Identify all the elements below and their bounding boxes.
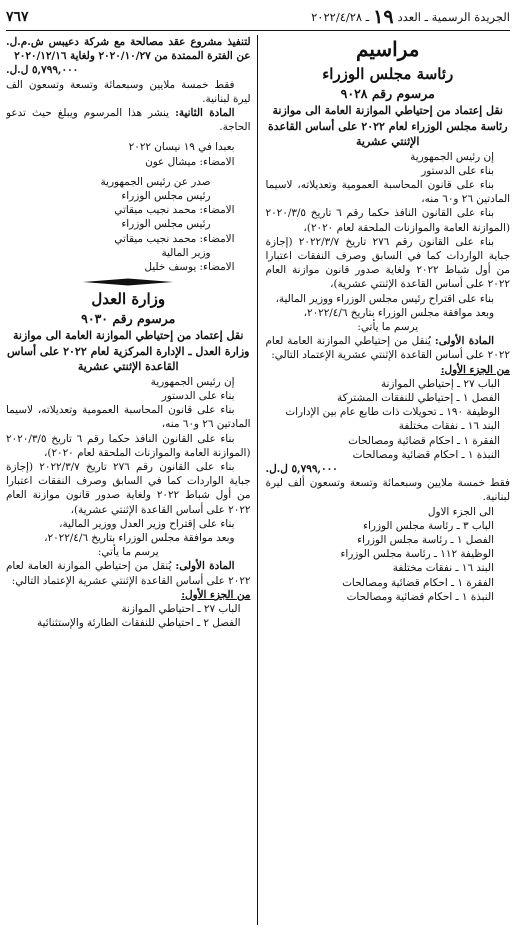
article-1 xyxy=(266,334,511,362)
continued-text: لتنفيذ مشروع عقد مصالحة مع شركة دعيبس ش.م.ل. عن الفترة الممتدة من ٢٠٢٠/١٠/٢٧ ولغاية ٢٠٢٠/١٢/١٦ xyxy=(6,36,251,63)
gazette-name: الجريدة الرسمية ـ العدد xyxy=(397,10,510,24)
article-2-label: المادة الثانية: xyxy=(175,107,235,120)
section-title: مراسيم xyxy=(356,37,420,61)
preamble-line: بناء على قانون المحاسبة العمومية وتعديلاته، لاسيما المادتين ٢٦ و٦٠ منه، xyxy=(6,404,251,431)
list-item: الفقرة ١ ـ احكام قضائية ومصالحات xyxy=(342,576,494,589)
list-item: الباب ٢٧ ـ احتياطي الموازنة xyxy=(121,603,241,615)
from-part-label: من الجزء الأول: xyxy=(181,588,251,601)
amount-words: فقط خمسة ملايين وسبعمائة وتسعة وتسعون ألف ليرة لبنانية. xyxy=(265,477,510,504)
preamble-line: بناء على قانون المحاسبة العمومية وتعديلاته، لاسيما المادتين ٢٦ و٦٠ منه، xyxy=(265,178,510,206)
decree-subject: نقل إعتماد من إحتياطي الموازنة العامة الى موازنة رئاسة مجلس الوزراء لعام ٢٠٢٢ على أساس القاعدة الإثنتي عشرية xyxy=(267,104,508,148)
list-item: البند ١٦ ـ نفقات مختلفة xyxy=(398,420,500,433)
article-1 xyxy=(6,559,251,587)
signature-president: الامضاء: ميشال عون xyxy=(145,155,235,168)
list-item: الفصل ١ ـ رئاسة مجلس الوزراء xyxy=(357,533,494,546)
from-part-label: من الجزء الأول: xyxy=(440,363,510,376)
ministry-title: وزارة العدل xyxy=(91,290,166,309)
list-item: النبذة ١ ـ احكام قضائية ومصالحات xyxy=(346,590,494,603)
divider-ornament-icon xyxy=(83,278,173,286)
article-1-label: المادة الأولى: xyxy=(434,335,494,348)
preamble-line: بناء على القانون النافذ حكما رقم ٦ تاريخ ٢٠٢٠/٣/٥ (الموازنة العامة والموازنات الملحقة لعام ٢٠٢٠)، xyxy=(265,207,510,234)
list-item: الفقرة ١ ـ احكام قضائية ومصالحات xyxy=(348,434,500,447)
amount-figure: ٥,٧٩٩,٠٠٠ ل.ل. xyxy=(265,462,338,475)
page-header xyxy=(6,4,510,31)
preamble-line: بناء على القانون رقم ٢٧٦ تاريخ ٢٠٢٢/٣/٧ (إجازة جباية الواردات كما في السابق وصرف النفقات اعتبارا من أول شباط ٢٠٢٢ ولغاية صدور قانون موازنة العام ٢٠٢٢ على أساس القاعدة الإثنتي عشرية)، xyxy=(265,235,510,291)
preamble-line: بناء على الدستور xyxy=(421,164,494,177)
decree-subject: نقل إعتماد من إحتياطي الموازنة العامة الى موازنة وزارة العدل ـ الإدارة المركزية لعام ٢٠٢٢ على أساس القاعدة الإثنتي عشرية xyxy=(7,329,250,374)
article-2-text: ينشر هذا المرسوم ويبلغ حيث تدعو الحاجة. xyxy=(6,107,251,134)
pm-title-2: رئيس مجلس الوزراء xyxy=(121,218,211,231)
article-1-text: يُنقل من إحتياطي الموازنة العامة لعام ٢٠٢٢ على أساس القاعدة الإثنتي عشرية الإعتماد التالي: xyxy=(265,335,510,362)
list-item: الوظيفة ١٩٠ ـ تحويلات ذات طابع عام بين الإدارات xyxy=(285,406,500,419)
issue-date: ـ ٢٠٢٢/٤/٢٨ xyxy=(311,10,370,24)
left-column xyxy=(6,35,258,925)
gazette-header-title xyxy=(311,6,510,28)
preamble-line: وبعد موافقة مجلس الوزراء بتاريخ ٢٠٢٢/٤/٦، xyxy=(303,306,494,319)
to-part-label: الى الجزء الاول xyxy=(427,505,494,518)
list-item: الفصل ٢ ـ احتياطي للنفقات الطارئة والإستثنائية xyxy=(37,617,241,630)
article-1-text: يُنقل من إحتياطي الموازنة العامة لعام ٢٠٢٢ على أساس القاعدة الإثنتي عشرية الإعتماد التالي: xyxy=(6,560,251,587)
decree-number: مرسوم رقم ٩٠٢٨ xyxy=(340,86,435,101)
pm-title: رئيس مجلس الوزراء xyxy=(121,190,211,203)
signature-finance-minister: الامضاء: يوسف خليل xyxy=(144,261,235,274)
list-item: البند ١٦ ـ نفقات مختلفة xyxy=(392,562,494,575)
preamble-line: بناء على اقتراح رئيس مجلس الوزراء ووزير المالية، xyxy=(275,292,494,305)
authority-title: رئاسة مجلس الوزراء xyxy=(322,65,454,83)
issue-number: ١٩ xyxy=(373,6,394,28)
preamble-line: بناء على القانون رقم ٢٧٦ تاريخ ٢٠٢٢/٣/٧ (إجازة جباية الواردات كما في السابق وصرف النفقات اعتبارا من أول شباط ٢٠٢٢ ولغاية صدور قانون موازنة العام ٢٠٢٢ على أساس القاعدة الإثنتي عشرية)، xyxy=(6,460,251,516)
signature-pm: الامضاء: محمد نجيب ميقاتي xyxy=(114,204,235,217)
decree-number: مرسوم رقم ٩٠٣٠ xyxy=(81,311,176,327)
preamble-line: بناء على إقتراح وزير العدل ووزير المالية، xyxy=(59,517,235,530)
finance-minister-title: وزير المالية xyxy=(161,246,211,259)
signing-date: بعبدا في ١٩ نيسان ٢٠٢٢ xyxy=(128,141,235,154)
list-item: الباب ٢٧ ـ إحتياطي الموازنة xyxy=(380,377,500,390)
preamble-line: وبعد موافقة مجلس الوزراء بتاريخ ٢٠٢٢/٤/٦، xyxy=(44,531,235,544)
list-item: النبذة ١ ـ احكام قضائية ومصالحات xyxy=(352,448,500,461)
preamble-line: بناء على الدستور xyxy=(161,389,235,402)
list-item: الوظيفة ١١٢ ـ رئاسة مجلس الوزراء xyxy=(340,548,494,561)
from-items xyxy=(266,377,511,462)
from-items xyxy=(6,602,251,630)
right-column xyxy=(266,35,511,925)
issued-by: صدر عن رئيس الجمهورية xyxy=(100,175,211,188)
article-1-label: المادة الأولى: xyxy=(175,560,235,573)
amount-words: فقط خمسة ملايين وسبعمائة وتسعة وتسعون الف ليرة لبنانية. xyxy=(6,78,251,105)
preamble-line: إن رئيس الجمهورية xyxy=(150,375,235,388)
section-divider xyxy=(6,278,251,286)
preamble-line: إن رئيس الجمهورية xyxy=(410,150,494,163)
to-items xyxy=(266,519,511,604)
list-item: الفصل ١ ـ إحتياطي للنفقات المشتركة xyxy=(337,391,500,404)
preamble-line: يرسم ما يأتي: xyxy=(357,320,419,333)
article-2 xyxy=(6,106,251,134)
list-item: الباب ٣ ـ رئاسة مجلس الوزراء xyxy=(363,519,494,532)
page-number: ٧٦٧ xyxy=(6,9,29,25)
preamble-line: بناء على القانون النافذ حكما رقم ٦ تاريخ ٢٠٢٠/٣/٥ (الموازنة العامة والموازنات الملحقة لعام ٢٠٢٠)، xyxy=(6,432,251,459)
amount-figure: ٥,٧٩٩,٠٠٠ ل.ل. xyxy=(6,64,79,77)
preamble-line: يرسم ما يأتي: xyxy=(97,546,159,559)
signature-pm-2: الامضاء: محمد نجيب ميقاتي xyxy=(114,232,235,245)
